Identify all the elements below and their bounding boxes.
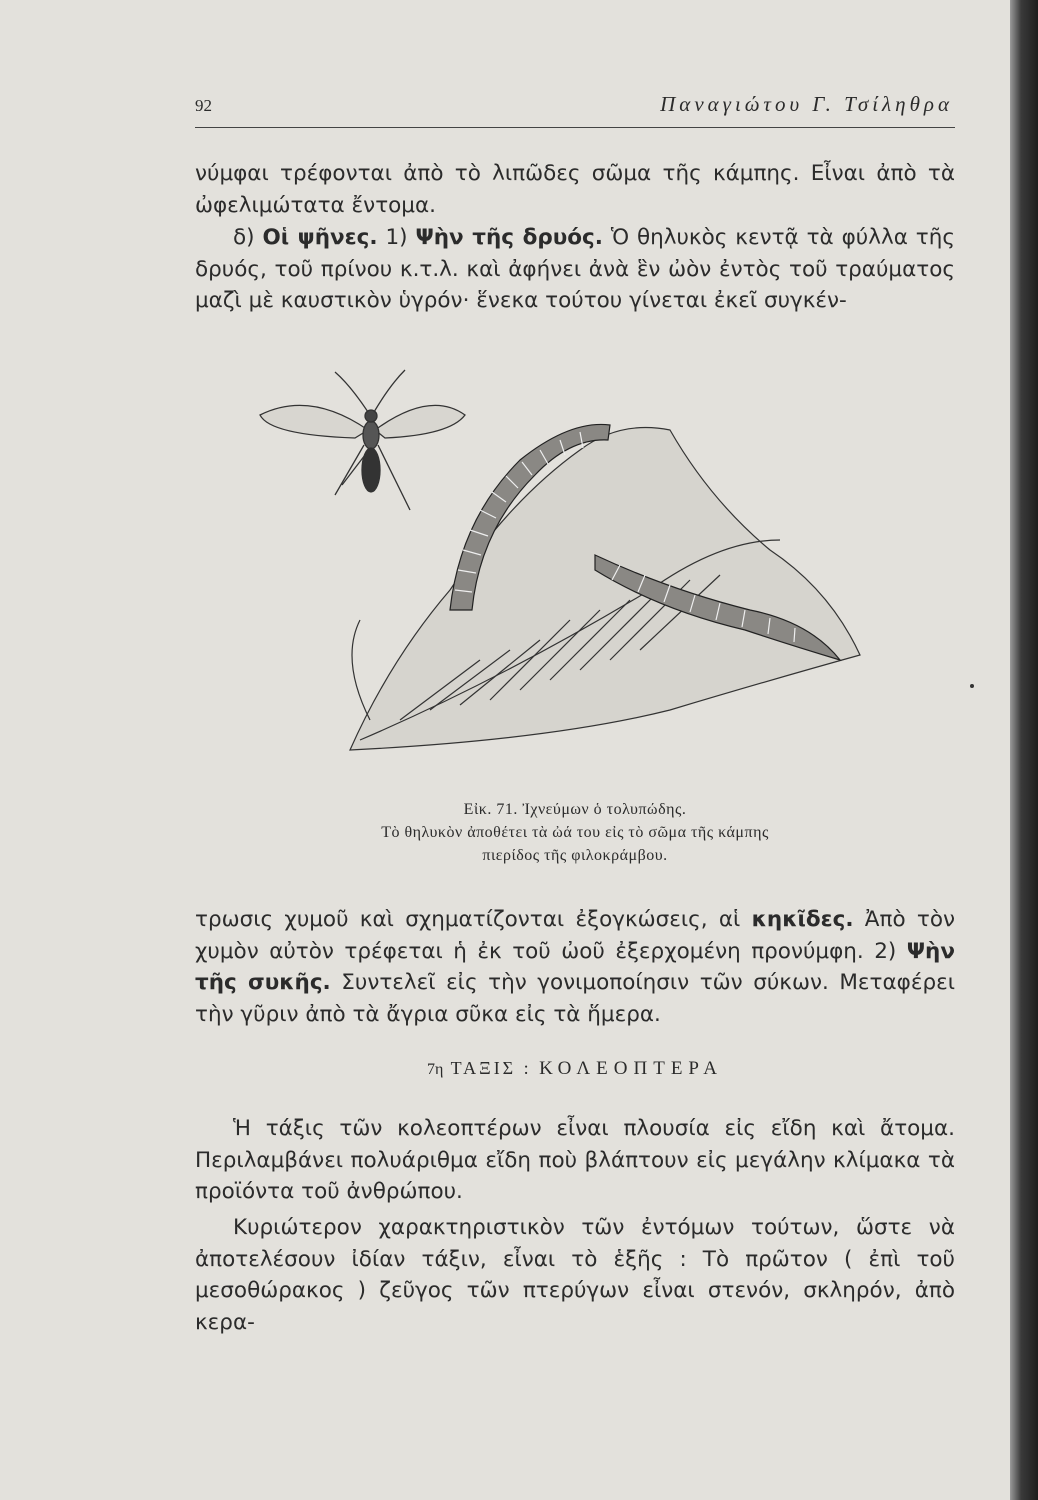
caption-line-3: πιερίδος τῆς φιλοκράμβου. xyxy=(482,847,668,864)
caption-line-2: Τὸ θηλυκὸν ἀποθέτει τὰ ὠά του εἰς τὸ σῶμα τῆς κάμπης xyxy=(381,824,769,841)
figure-caption xyxy=(195,798,955,867)
wasp-figure xyxy=(260,370,465,510)
page-edge-shadow xyxy=(1010,0,1038,1500)
leaf-drawing xyxy=(350,428,860,751)
paragraph-5: Κυριώτερον χαρακτηριστικὸν τῶν ἐντόμων τούτων, ὥστε νὰ ἀποτελέσουν ἰδίαν τάξιν, εἶναι τὸ ἑξῆς : Τὸ πρῶτον ( ἐπὶ τοῦ μεσοθώρακος ) ζεῦγος τῶν πτερύγων εἶναι στενόν, σκληρόν, ἀπὸ κερα- xyxy=(195,1215,955,1335)
paragraph-2-body: Ὁ θηλυκὸς κεντᾷ τὰ φύλλα τῆς δρυός, τοῦ πρίνου κ.τ.λ. καὶ ἀφήνει ἀνὰ ἓν ὠὸν ἐντὸς τοῦ τραύματος μαζὶ μὲ καυστικὸν ὑγρόν· ἕνεκα τούτου γίνεται ἐκεῖ συγκέν- xyxy=(195,225,955,313)
term-kikides: κηκῖδες. xyxy=(751,907,854,932)
paragraph-3-part-3: Συντελεῖ εἰς τὴν γονιμοποίησιν τῶν σύκων. Μεταφέρει τὴν γῦριν ἀπὸ τὰ ἄγρια σῦκα εἰς τὰ ἥμερα. xyxy=(195,970,955,1027)
header-rule xyxy=(195,127,955,128)
heading-psin-drys: Ψὴν τῆς δρυός. xyxy=(415,225,603,250)
section-number: 7η xyxy=(427,1061,444,1078)
paragraph-3-part-1: τρωσις χυμοῦ καὶ σχηματίζονται ἐξογκώσεις, αἱ xyxy=(195,907,741,932)
paragraph-2 xyxy=(195,222,955,317)
item-1-number: 1) xyxy=(385,225,408,250)
page-header xyxy=(195,92,955,126)
running-head: Παναγιώτου Γ. Τσίληθρα xyxy=(660,92,953,116)
heading-psin-sykis: Ψὴν τῆς συκῆς. xyxy=(195,938,955,995)
caption-line-1: Εἰκ. 71. Ἰχνεύμων ὁ τολυπώδης. xyxy=(463,801,687,818)
section-heading xyxy=(195,1058,955,1080)
paragraph-3 xyxy=(195,904,955,1030)
paragraph-3-part-2: Ἀπὸ τὸν χυμὸν αὐτὸν τρέφεται ἡ ἐκ τοῦ ὠοῦ ἐξερχομένη προνύμφη. 2) xyxy=(195,907,955,964)
heading-psines: Οἱ ψῆνες. xyxy=(262,225,378,250)
paragraph-1: νύμφαι τρέφονται ἀπὸ τὸ λιπῶδες σῶμα τῆς κάμπης. Εἶναι ἀπὸ τὰ ὠφελιμώτατα ἔντομα. xyxy=(195,161,955,218)
margin-mark xyxy=(970,684,974,688)
paragraph-4: Ἡ τάξις τῶν κολεοπτέρων εἶναι πλουσία εἰς εἴδη καὶ ἄτομα. Περιλαμβάνει πολυάριθμα εἴδη ποὺ βλάπτουν εἰς μεγάλην κλίμακα τὰ προϊόντα τοῦ ἀνθρώπου. xyxy=(195,1116,955,1204)
section-name: ΚΟΛΕΟΠΤΕΡΑ xyxy=(539,1058,723,1079)
list-label-d: δ) xyxy=(233,225,255,250)
ichneumon-illustration xyxy=(250,360,870,780)
section-label: ΤΑΞΙΣ : xyxy=(450,1058,532,1078)
page-number: 92 xyxy=(195,96,212,115)
